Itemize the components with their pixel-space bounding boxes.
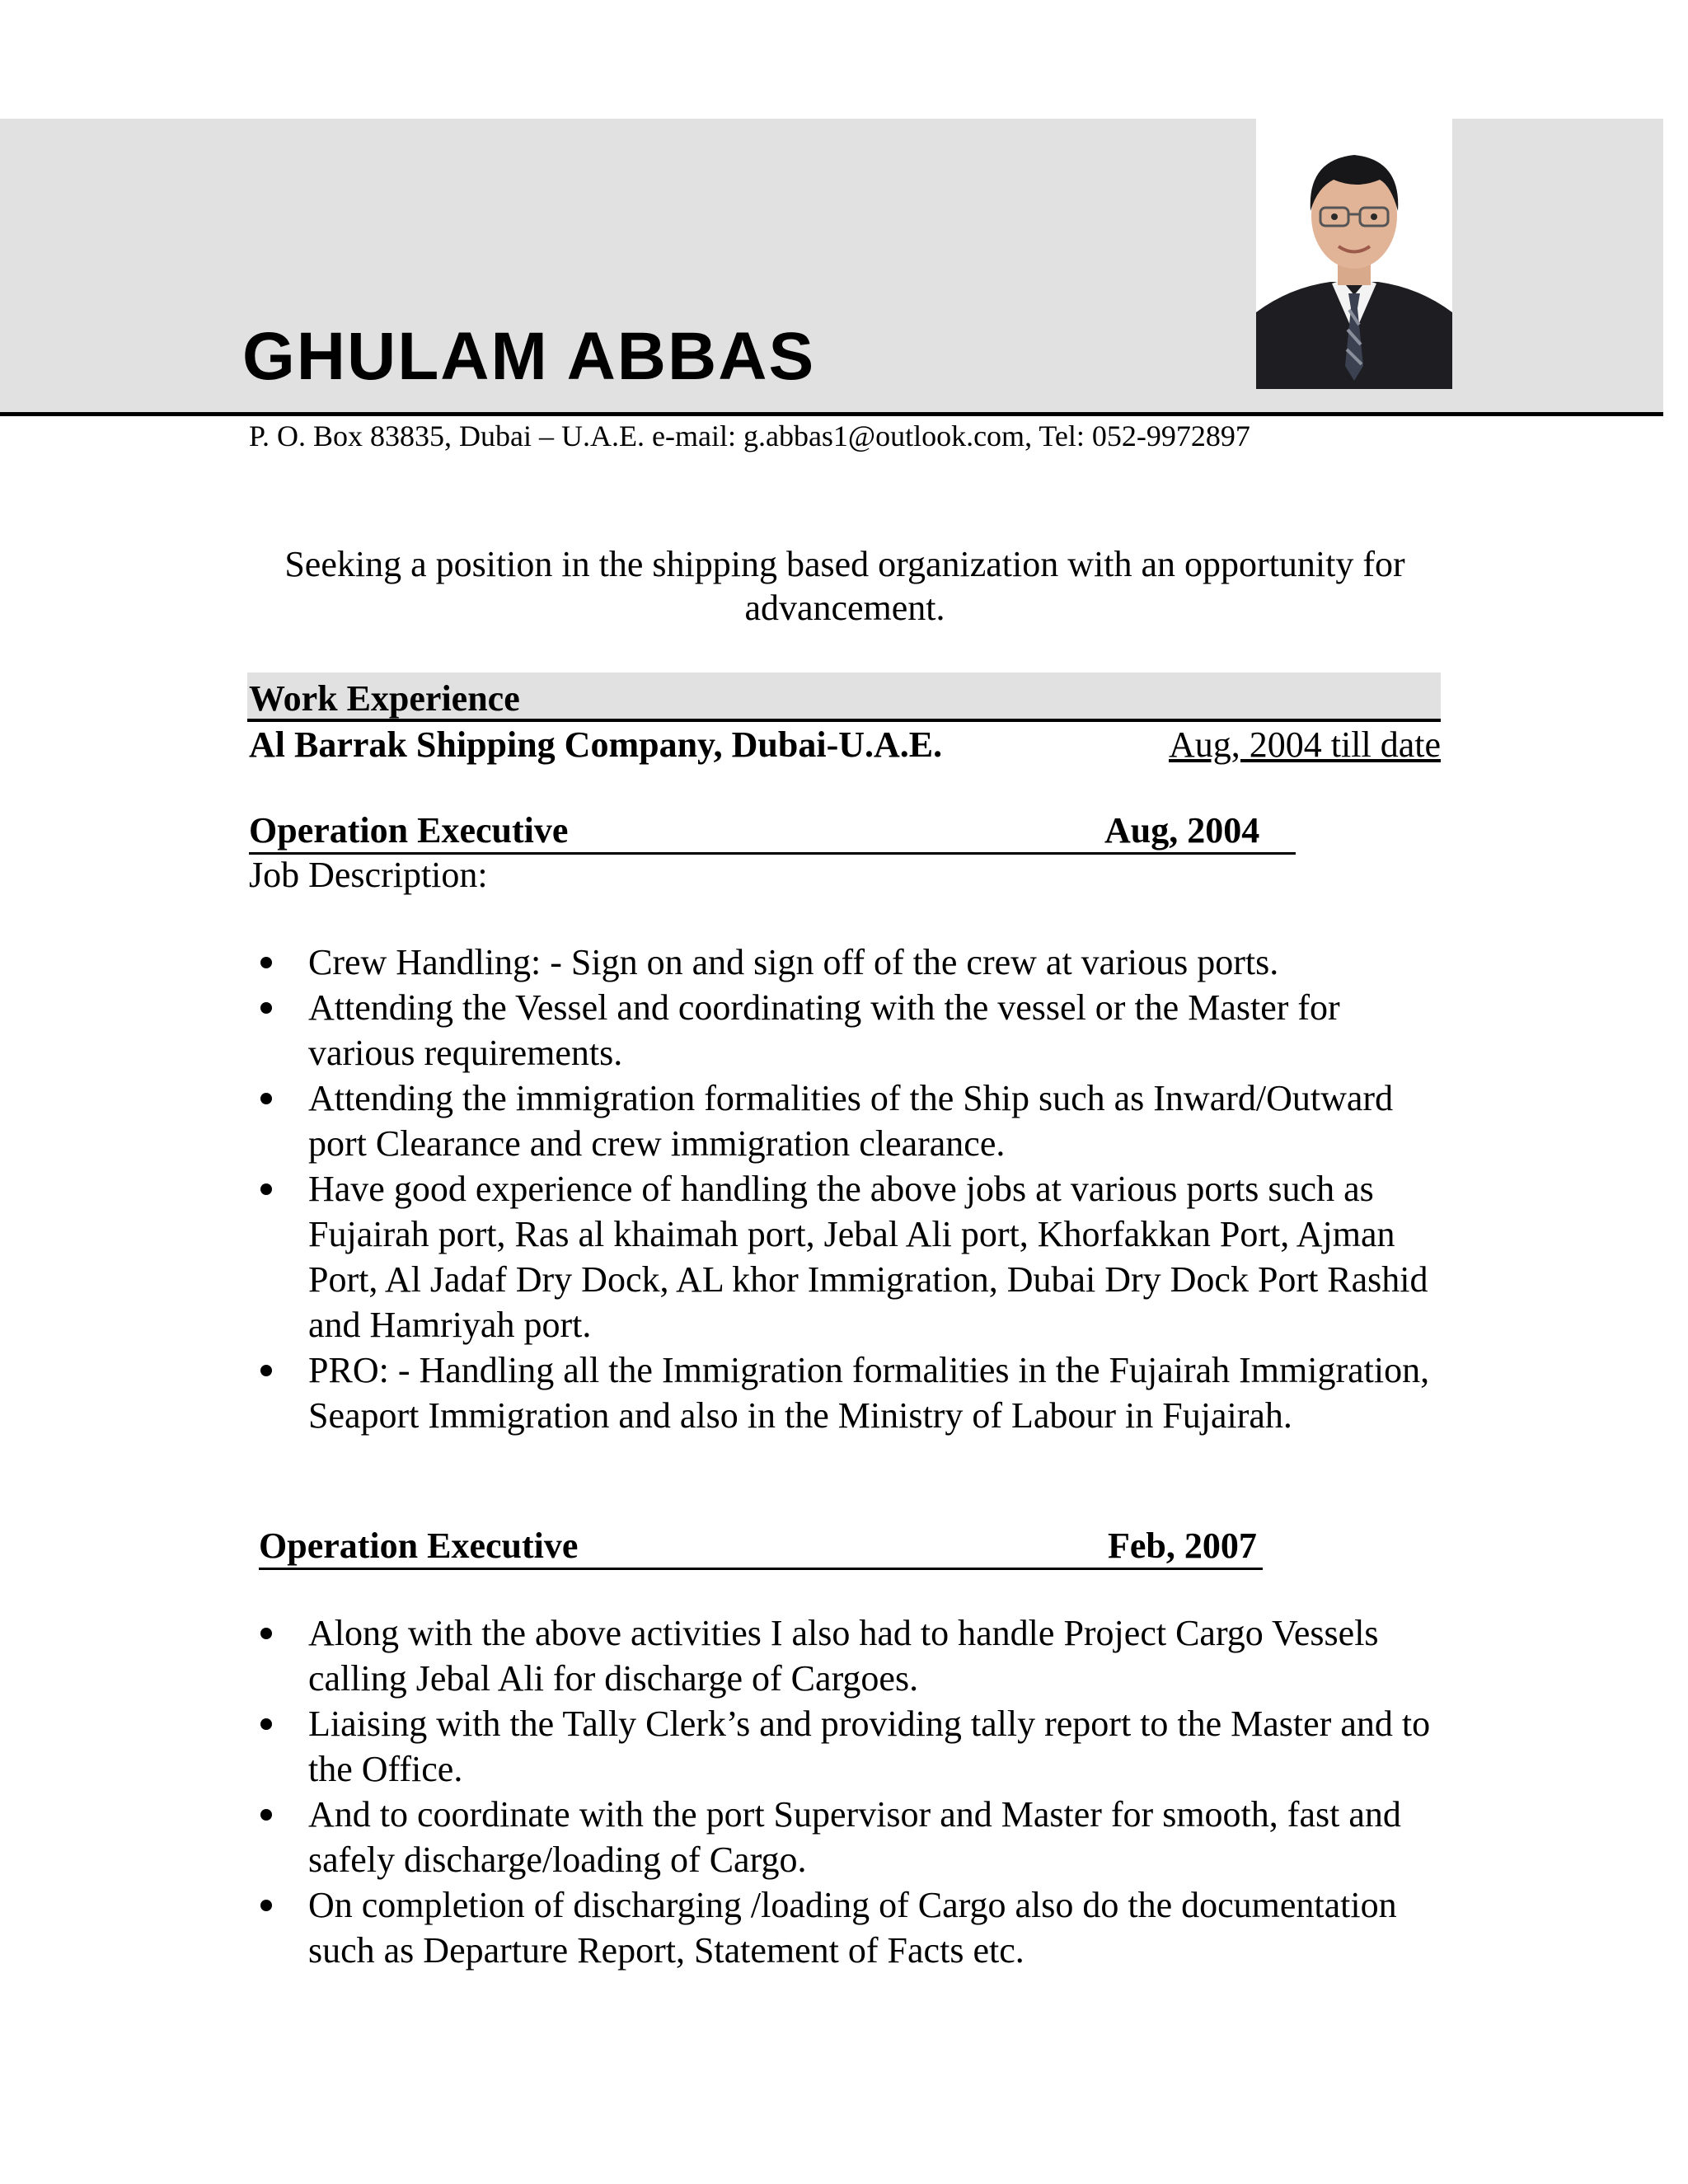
list-item: Attending the Vessel and coordinating with the vessel or the Master for various requirements. (249, 985, 1442, 1076)
list-item: Liaising with the Tally Clerk’s and providing tally report to the Master and to the Office. (249, 1701, 1442, 1792)
profile-photo (1256, 119, 1452, 389)
role-title: Operation Executive (259, 1526, 579, 1566)
list-item: PRO: - Handling all the Immigration formalities in the Fujairah Immigration, Seaport Immigration and also in the Ministry of Labour in Fujairah. (249, 1347, 1442, 1438)
header-divider (0, 412, 1663, 416)
list-item: Attending the immigration formalities of the Ship such as Inward/Outward port Clearance and crew immigration clearance. (249, 1076, 1442, 1166)
role-heading (259, 1525, 1263, 1570)
company-name: Al Barrak Shipping Company, Dubai-U.A.E. (249, 724, 943, 765)
section-header-work-experience (247, 673, 1441, 722)
list-item: Along with the above activities I also had to handle Project Cargo Vessels calling Jebal Ali for discharge of Cargoes. (249, 1610, 1442, 1701)
profile-portrait-icon (1256, 119, 1452, 389)
company-row (249, 724, 1441, 768)
job-description-label: Job Description: (249, 855, 488, 895)
role-date: Aug, 2004 (1104, 810, 1260, 851)
list-item: On completion of discharging /loading of Cargo also do the documentation such as Departure Report, Statement of Facts etc. (249, 1882, 1442, 1973)
contact-info: P. O. Box 83835, Dubai – U.A.E. e-mail: g.abbas1@outlook.com, Tel: 052-9972897 (249, 419, 1250, 452)
role-title: Operation Executive (249, 810, 569, 851)
role-date: Feb, 2007 (1108, 1526, 1257, 1566)
list-item: And to coordinate with the port Supervisor and Master for smooth, fast and safely discharge/loading of Cargo. (249, 1792, 1442, 1882)
role-bullet-list (249, 940, 1442, 1438)
list-item: Crew Handling: - Sign on and sign off of the crew at various ports. (249, 940, 1442, 985)
company-dates: Aug, 2004 till date (1169, 724, 1441, 765)
section-title: Work Experience (249, 678, 520, 719)
list-item: Have good experience of handling the above jobs at various ports such as Fujairah port, Ras al khaimah port, Jebal Ali port, Khorfakkan Port, Ajman Port, Al Jadaf Dry Dock, AL khor Immigration, Dubai Dry Dock Port Rashid and Hamriyah port. (249, 1166, 1442, 1347)
role-bullet-list (249, 1610, 1442, 1973)
career-objective: Seeking a position in the shipping based organization with an opportunity for advancement. (284, 544, 1405, 628)
role-heading (249, 809, 1296, 855)
candidate-name: GHULAM ABBAS (242, 319, 816, 394)
